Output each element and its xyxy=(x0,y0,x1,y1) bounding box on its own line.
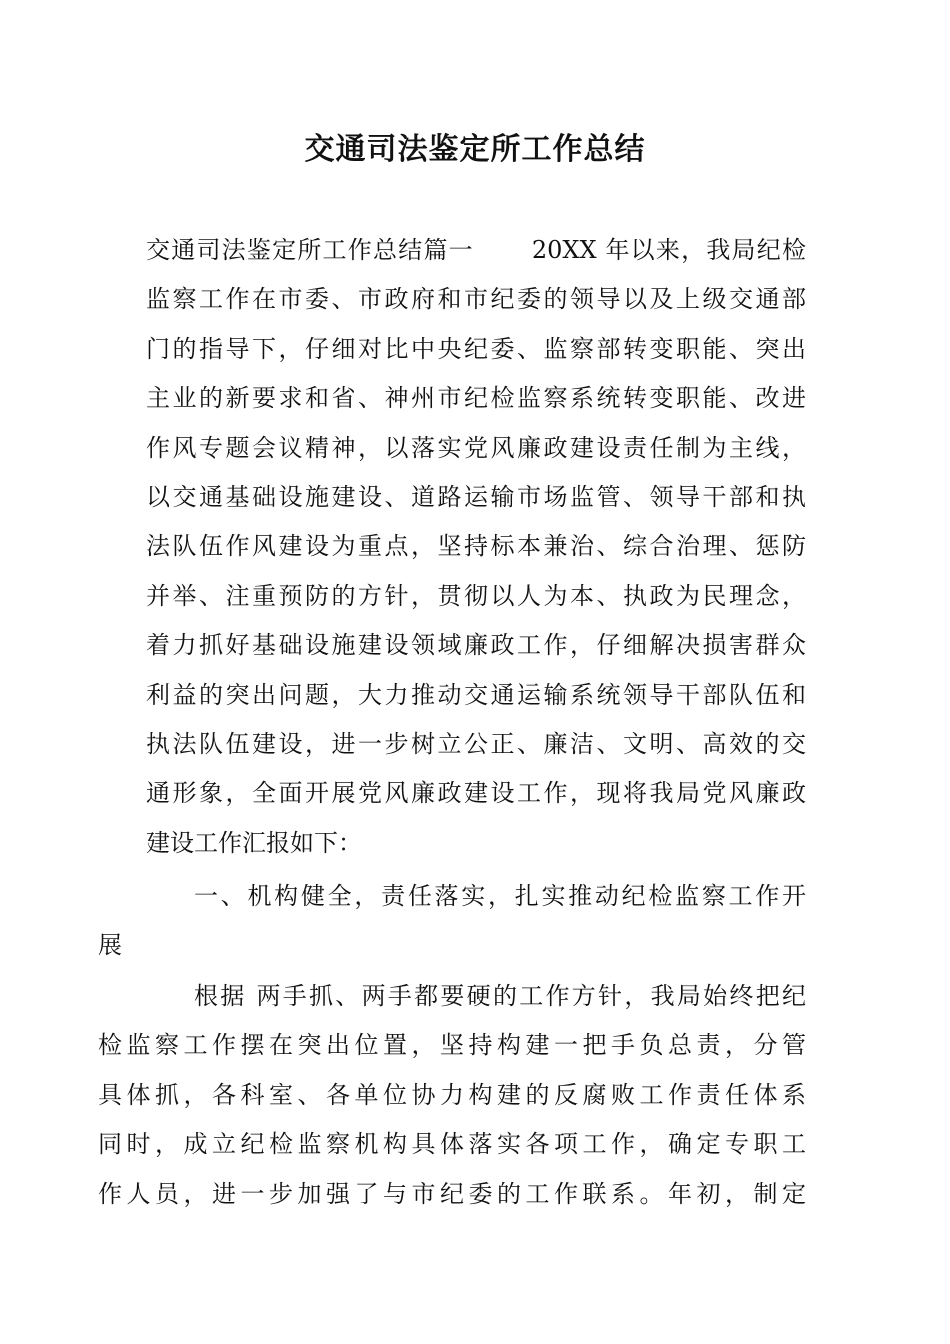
paragraph-line: 具体抓，各科室、各单位协力构建的反腐败工作责任体系 xyxy=(98,1080,806,1109)
paragraph-line: 并举、注重预防的方针，贯彻以人为本、执政为民理念， xyxy=(146,581,806,610)
heading-line: 展 xyxy=(98,931,122,960)
paragraph-line: 主业的新要求和省、神州市纪检监察系统转变职能、改进 xyxy=(146,384,806,413)
paragraph-line: 门的指导下，仔细对比中央纪委、监察部转变职能、突出 xyxy=(146,334,806,363)
paragraph-line: 利益的突出问题，大力推动交通运输系统领导干部队伍和 xyxy=(146,680,806,709)
section-lead: 交通司法鉴定所工作总结篇一 xyxy=(146,236,474,264)
paragraph-intro xyxy=(146,226,806,868)
paragraph-line: 作风专题会议精神，以落实党风廉政建设责任制为主线， xyxy=(146,433,806,462)
section-heading-1 xyxy=(98,872,806,971)
paragraph-body xyxy=(98,972,806,1219)
paragraph-line: 同时，成立纪检监察机构具体落实各项工作，确定专职工 xyxy=(98,1130,806,1159)
paragraph-line: 法队伍作风建设为重点，坚持标本兼治、综合治理、惩防 xyxy=(146,532,806,561)
heading-line: 一、机构健全，责任落实，扎实推动纪检监察工作开 xyxy=(194,882,806,910)
document-title: 交通司法鉴定所工作总结 xyxy=(304,132,646,167)
paragraph-line: 以交通基础设施建设、道路运输市场监管、领导干部和执 xyxy=(146,483,806,512)
paragraph-line: 通形象，全面开展党风廉政建设工作，现将我局党风廉政 xyxy=(146,779,806,808)
paragraph-line: 建设工作汇报如下： xyxy=(146,828,362,857)
paragraph-line: 检监察工作摆在突出位置，坚持构建一把手负总责，分管 xyxy=(98,1031,806,1060)
paragraph-line: 根据 两手抓、两手都要硬的工作方针，我局始终把纪 xyxy=(194,982,806,1010)
paragraph-line: 执法队伍建设，进一步树立公正、廉洁、文明、高效的交 xyxy=(146,730,806,759)
paragraph-line: 作人员，进一步加强了与市纪委的工作联系。年初，制定 xyxy=(98,1179,806,1208)
paragraph-line xyxy=(146,226,806,275)
paragraph-line: 监察工作在市委、市政府和市纪委的领导以及上级交通部 xyxy=(146,285,806,314)
paragraph-line-text: 20XX 年以来，我局纪检 xyxy=(531,236,807,264)
paragraph-line: 着力抓好基础设施建设领域廉政工作，仔细解决损害群众 xyxy=(146,631,806,660)
